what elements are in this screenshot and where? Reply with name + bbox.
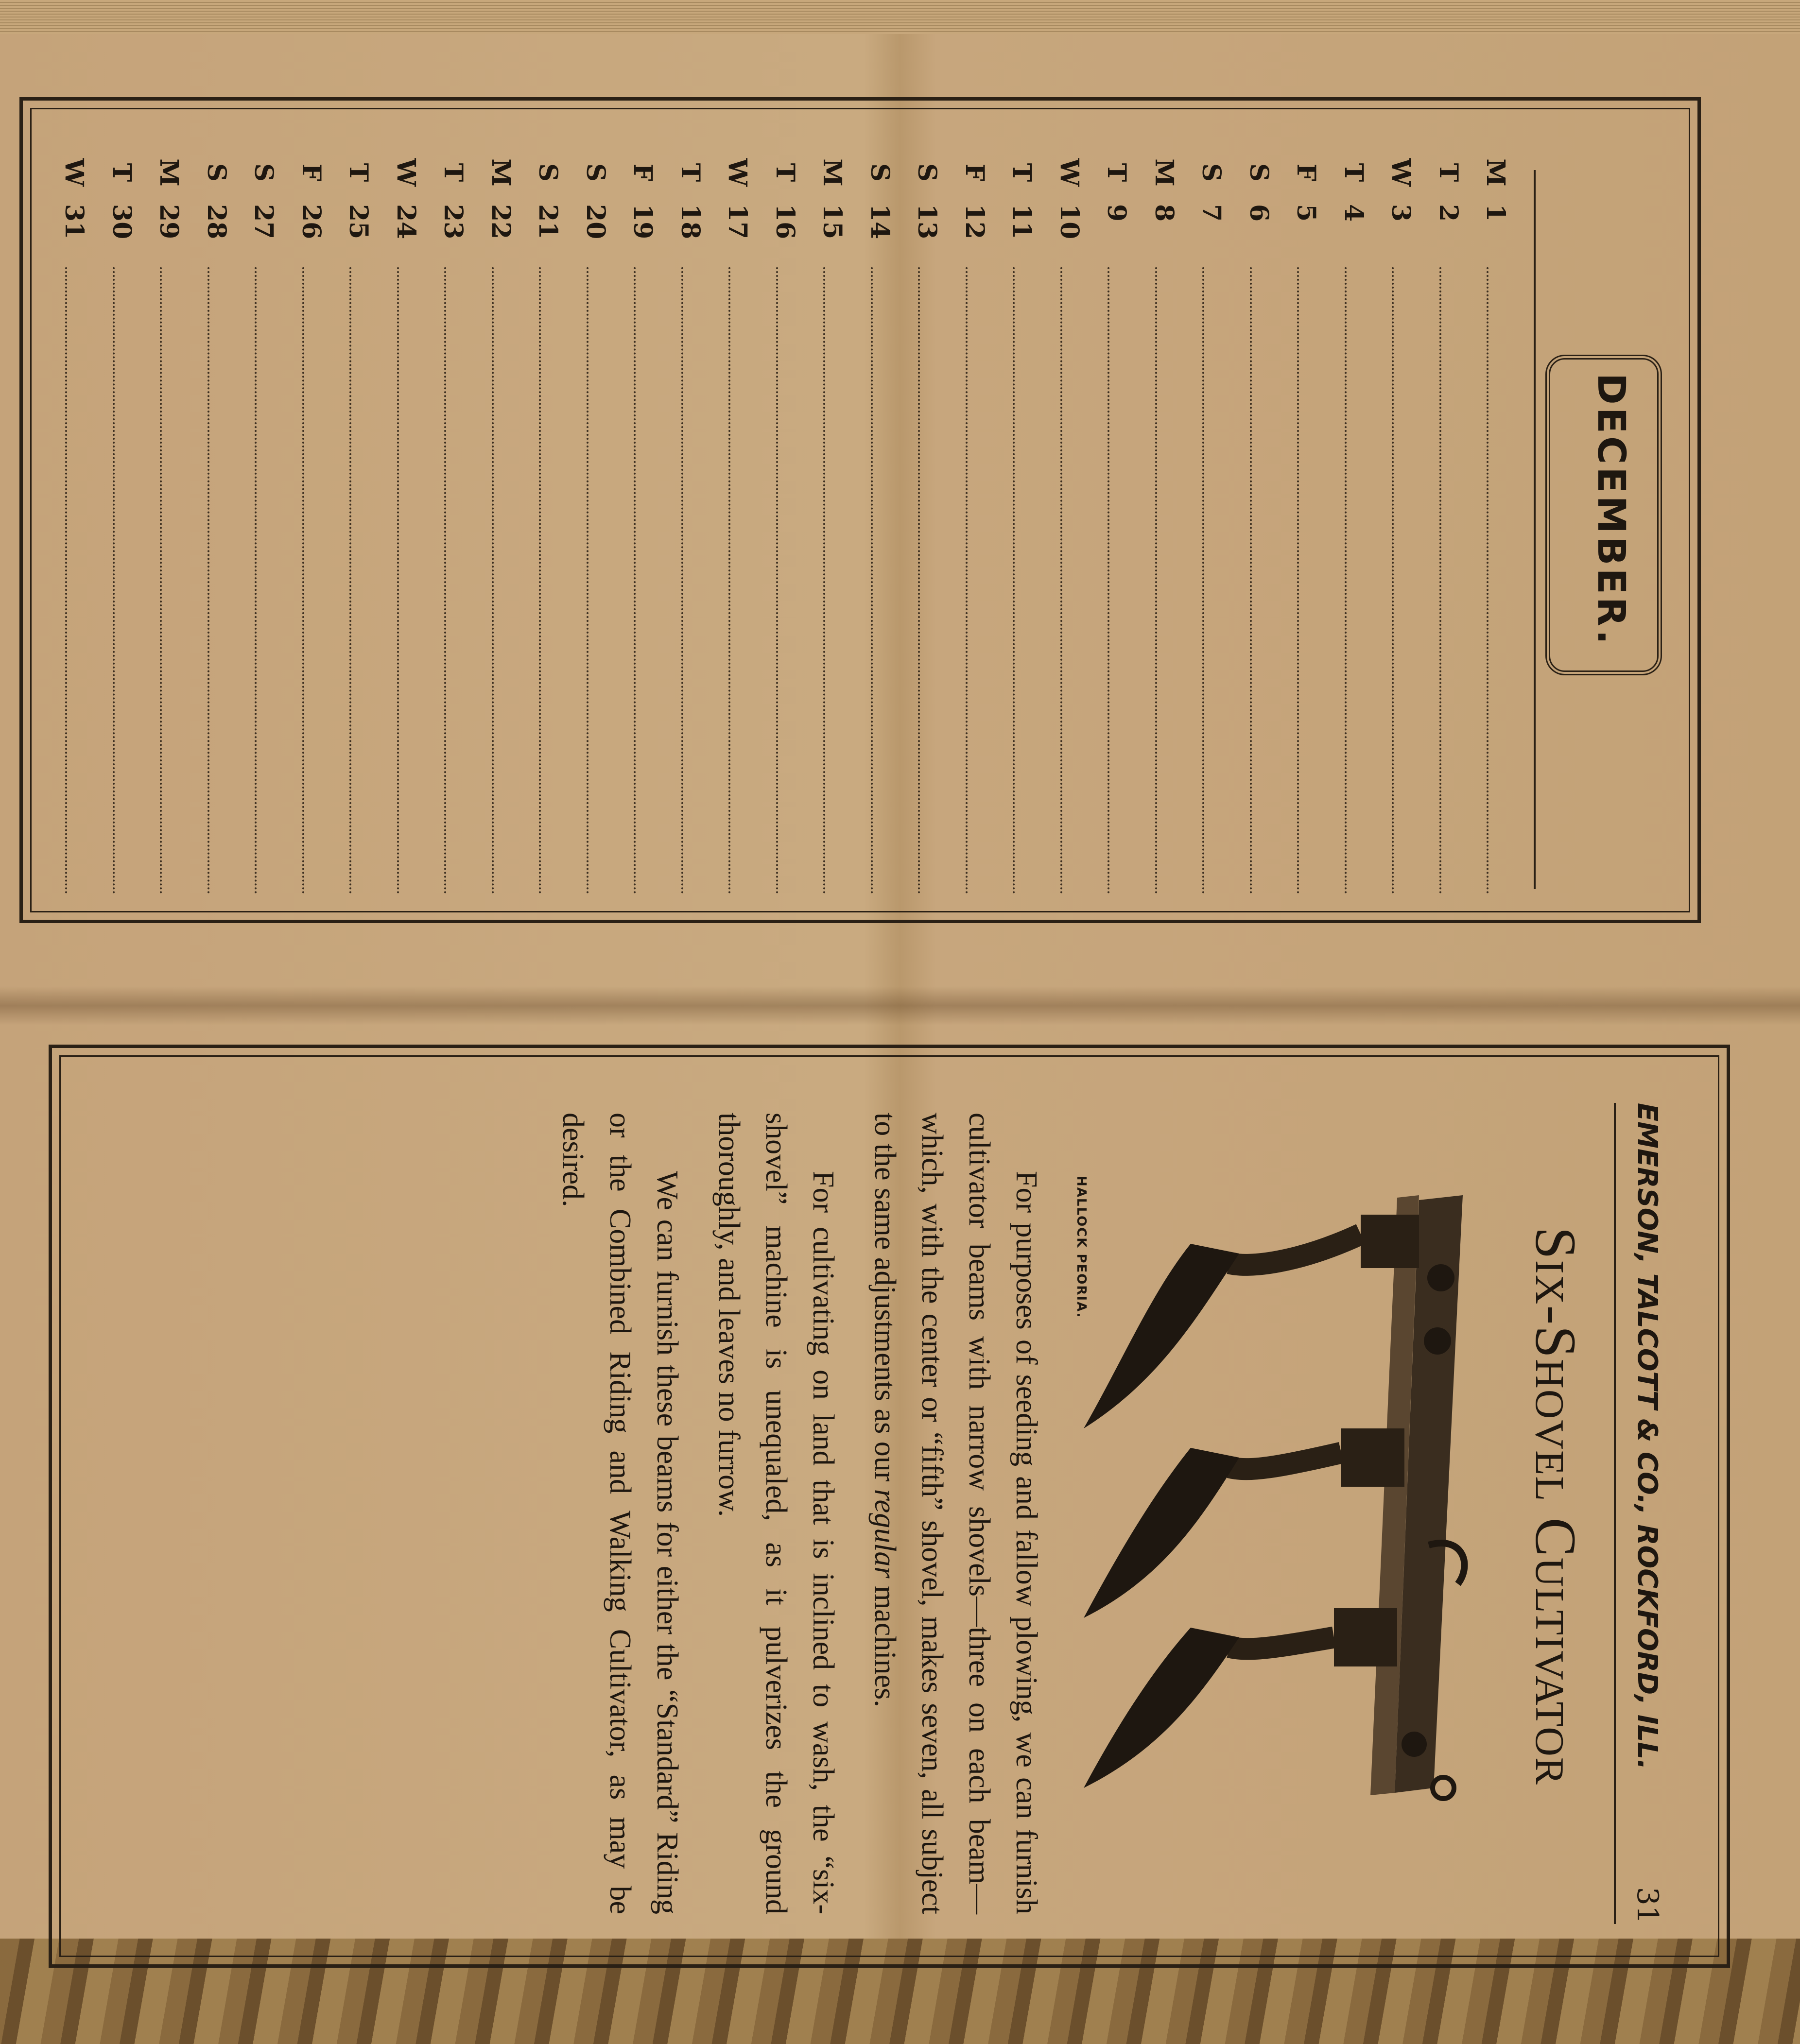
day-row [818, 151, 865, 894]
day-row [202, 151, 249, 894]
entry-line [1345, 267, 1347, 894]
weekday-letter: S [581, 163, 610, 182]
weekday-letter: S [1244, 163, 1274, 182]
month-title: DECEMBER. [1589, 373, 1633, 648]
day-row [249, 151, 297, 894]
entry-line [587, 267, 589, 894]
day-row [1102, 151, 1150, 894]
entry-line [113, 267, 115, 894]
day-row [1197, 151, 1245, 894]
article-title: Six-Shovel Cultivator [1523, 1227, 1588, 1786]
day-number: 25 [344, 204, 374, 240]
day-number: 20 [581, 204, 610, 240]
day-number: 29 [154, 204, 184, 240]
running-header [1623, 1103, 1672, 1924]
weekday-letter: S [865, 163, 895, 182]
cultivator-engraving [1074, 1117, 1502, 1846]
book-spine [0, 986, 1800, 1025]
day-number: 27 [249, 204, 279, 240]
article-body [535, 1113, 1050, 1914]
entry-line [966, 267, 968, 894]
paragraph-seeding-end: machines. [868, 1586, 901, 1707]
day-row [486, 151, 534, 894]
entry-line [824, 267, 826, 894]
day-row [581, 151, 628, 894]
day-number: 26 [296, 204, 326, 240]
entry-line [255, 267, 258, 894]
weekday-letter: T [438, 163, 468, 182]
day-row [439, 151, 486, 894]
weekday-letter: T [1102, 163, 1132, 182]
weekday-letter: S [1196, 163, 1227, 182]
weekday-letter: S [912, 163, 942, 182]
entry-line [160, 267, 163, 894]
day-row [1007, 151, 1055, 894]
weekday-letter: M [1481, 158, 1511, 187]
entry-line [634, 267, 637, 894]
paragraph-seeding-text: For purposes of seeding and fallow plowing, we can furnish cultivator beams with narrow shovels—three on each beam—which, with the center or “fifth” shovel, makes seven, all subject to the same adjustments as our [868, 1113, 1043, 1914]
weekday-letter: M [1149, 158, 1179, 187]
weekday-letter: S [533, 163, 563, 182]
entry-line [66, 267, 68, 894]
day-number: 4 [1339, 204, 1368, 222]
entry-line [1155, 267, 1158, 894]
day-row [1434, 151, 1481, 894]
day-number: 30 [107, 204, 137, 240]
day-number: 12 [960, 204, 989, 240]
entry-line [445, 267, 447, 894]
day-row [1386, 151, 1434, 894]
entry-line [1298, 267, 1300, 894]
paragraph-furnish: We can furnish these beams for either the “Standard” Riding or the Combined Riding and Walking Cultivator, as may be desired. [556, 1113, 684, 1914]
day-row [344, 151, 392, 894]
header-rule [1534, 170, 1536, 889]
day-number: 10 [1055, 204, 1084, 240]
shovel-1 [1084, 1215, 1419, 1428]
entry-line [1250, 267, 1252, 894]
weekday-letter: M [486, 158, 516, 187]
weekday-letter: M [817, 158, 848, 187]
day-number: 28 [202, 204, 231, 240]
day-row [628, 151, 676, 894]
day-number: 17 [723, 204, 753, 240]
page-number: 31 [1630, 1887, 1664, 1924]
publisher-line: EMERSON, TALCOTT & CO., ROCKFORD, ILL. [1631, 1103, 1663, 1770]
day-row [60, 151, 107, 894]
day-number: 5 [1291, 204, 1321, 222]
entry-line [1392, 267, 1395, 894]
day-number: 1 [1481, 204, 1511, 222]
entry-line [539, 267, 542, 894]
day-number: 7 [1196, 204, 1227, 222]
day-number: 24 [391, 204, 421, 240]
day-row [865, 151, 913, 894]
day-row [913, 151, 960, 894]
entry-line [302, 267, 305, 894]
beam-ring [1433, 1777, 1454, 1799]
weekday-letter: M [154, 158, 184, 187]
day-row [675, 151, 723, 894]
weekday-letter: W [391, 158, 421, 187]
day-row [107, 151, 155, 894]
day-number: 2 [1434, 204, 1463, 222]
day-row [296, 151, 344, 894]
weekday-letter: T [107, 163, 137, 182]
entry-line [208, 267, 210, 894]
entry-line [350, 267, 352, 894]
day-row [1481, 151, 1529, 894]
day-number: 19 [628, 204, 658, 240]
entry-line [681, 267, 684, 894]
day-number: 21 [533, 204, 563, 240]
day-number: 16 [770, 204, 800, 240]
day-row [1339, 151, 1386, 894]
entry-line [1487, 267, 1489, 894]
entry-line [492, 267, 494, 894]
entry-line [729, 267, 731, 894]
day-row [534, 151, 581, 894]
entry-line [918, 267, 921, 894]
header-rule [1614, 1103, 1616, 1924]
weekday-letter: S [202, 163, 231, 182]
weekday-letter: F [960, 163, 989, 182]
weekday-letter: W [1386, 158, 1416, 187]
weekday-letter: W [1055, 158, 1084, 187]
page-stack-edge [0, 0, 1800, 34]
day-number: 6 [1244, 204, 1274, 222]
weekday-letter: W [723, 158, 753, 187]
engraver-credit: HALLOCK PEORIA. [1074, 1176, 1089, 1319]
weekday-letter: T [675, 163, 705, 182]
weekday-letter: F [1291, 163, 1321, 182]
day-number: 11 [1007, 204, 1037, 240]
december-planner-page [19, 97, 1701, 923]
day-row [1292, 151, 1339, 894]
italic-word: regular [868, 1489, 901, 1579]
day-number: 15 [817, 204, 848, 240]
entry-line [1108, 267, 1110, 894]
weekday-letter: T [1434, 163, 1463, 182]
entry-line [776, 267, 779, 894]
shovel-3 [1084, 1608, 1397, 1788]
weekday-letter: S [249, 163, 279, 182]
day-number: 8 [1149, 204, 1179, 222]
day-number: 14 [865, 204, 895, 240]
day-row [1055, 151, 1102, 894]
day-row [770, 151, 818, 894]
weekday-letter: T [1007, 163, 1037, 182]
day-row [155, 151, 202, 894]
weekday-letter: T [770, 163, 800, 182]
shovel-2 [1084, 1428, 1404, 1618]
day-list [60, 151, 1529, 894]
weekday-letter: T [1339, 163, 1368, 182]
entry-line [397, 267, 399, 894]
day-number: 18 [675, 204, 705, 240]
entry-line [1013, 267, 1016, 894]
entry-line [1439, 267, 1442, 894]
day-row [723, 151, 771, 894]
day-row [960, 151, 1007, 894]
weekday-letter: F [296, 163, 326, 182]
day-number: 13 [912, 204, 942, 240]
entry-line [1203, 267, 1205, 894]
day-number: 31 [59, 204, 89, 240]
day-row [1244, 151, 1292, 894]
paragraph-seeding [861, 1113, 1050, 1914]
day-row [391, 151, 439, 894]
day-number: 9 [1102, 204, 1132, 222]
day-number: 3 [1386, 204, 1416, 222]
day-row [1149, 151, 1197, 894]
entry-line [1060, 267, 1063, 894]
entry-line [871, 267, 873, 894]
weekday-letter: T [344, 163, 374, 182]
cultivator-ad-page [49, 1045, 1730, 1968]
day-number: 23 [438, 204, 468, 240]
paragraph-cultivating: For cultivating on land that is inclined to wash, the “six-shovel” machine is unequaled, as it pulverizes the ground thoroughly, and leaves no furrow. [712, 1113, 840, 1914]
day-number: 22 [486, 204, 516, 240]
weekday-letter: W [59, 158, 89, 187]
weekday-letter: F [628, 163, 658, 182]
